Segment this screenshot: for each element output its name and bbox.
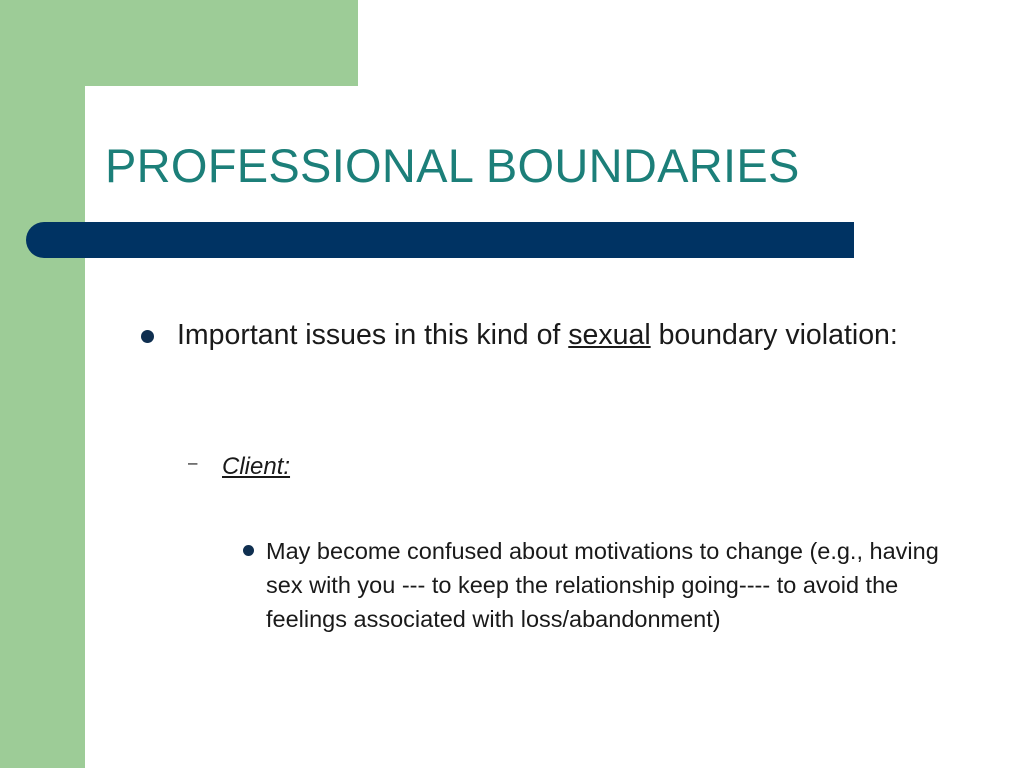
bullet-1-prefix: Important issues in this kind of (177, 319, 569, 351)
bullet-1-emphasis: sexual (568, 319, 651, 351)
sub-bullet-dash: – (188, 453, 198, 472)
green-accent-band-vertical (0, 0, 85, 768)
green-accent-band-top (0, 0, 358, 86)
slide-title: PROFESSIONAL BOUNDARIES (105, 139, 800, 192)
sub-bullet-client: Client: (222, 453, 291, 480)
bullet-dot-icon (243, 545, 254, 556)
bullet-1-suffix: boundary violation: (650, 319, 898, 351)
bullet-point-1 (177, 314, 937, 357)
title-divider-bar (26, 222, 854, 258)
bullet-dot-icon (141, 330, 154, 343)
bullet-point-2: May become confused about motivations to change (e.g., having sex with you --- to keep the relationship going---- to avoid the feelings associated with loss/abandonment) (266, 538, 939, 632)
